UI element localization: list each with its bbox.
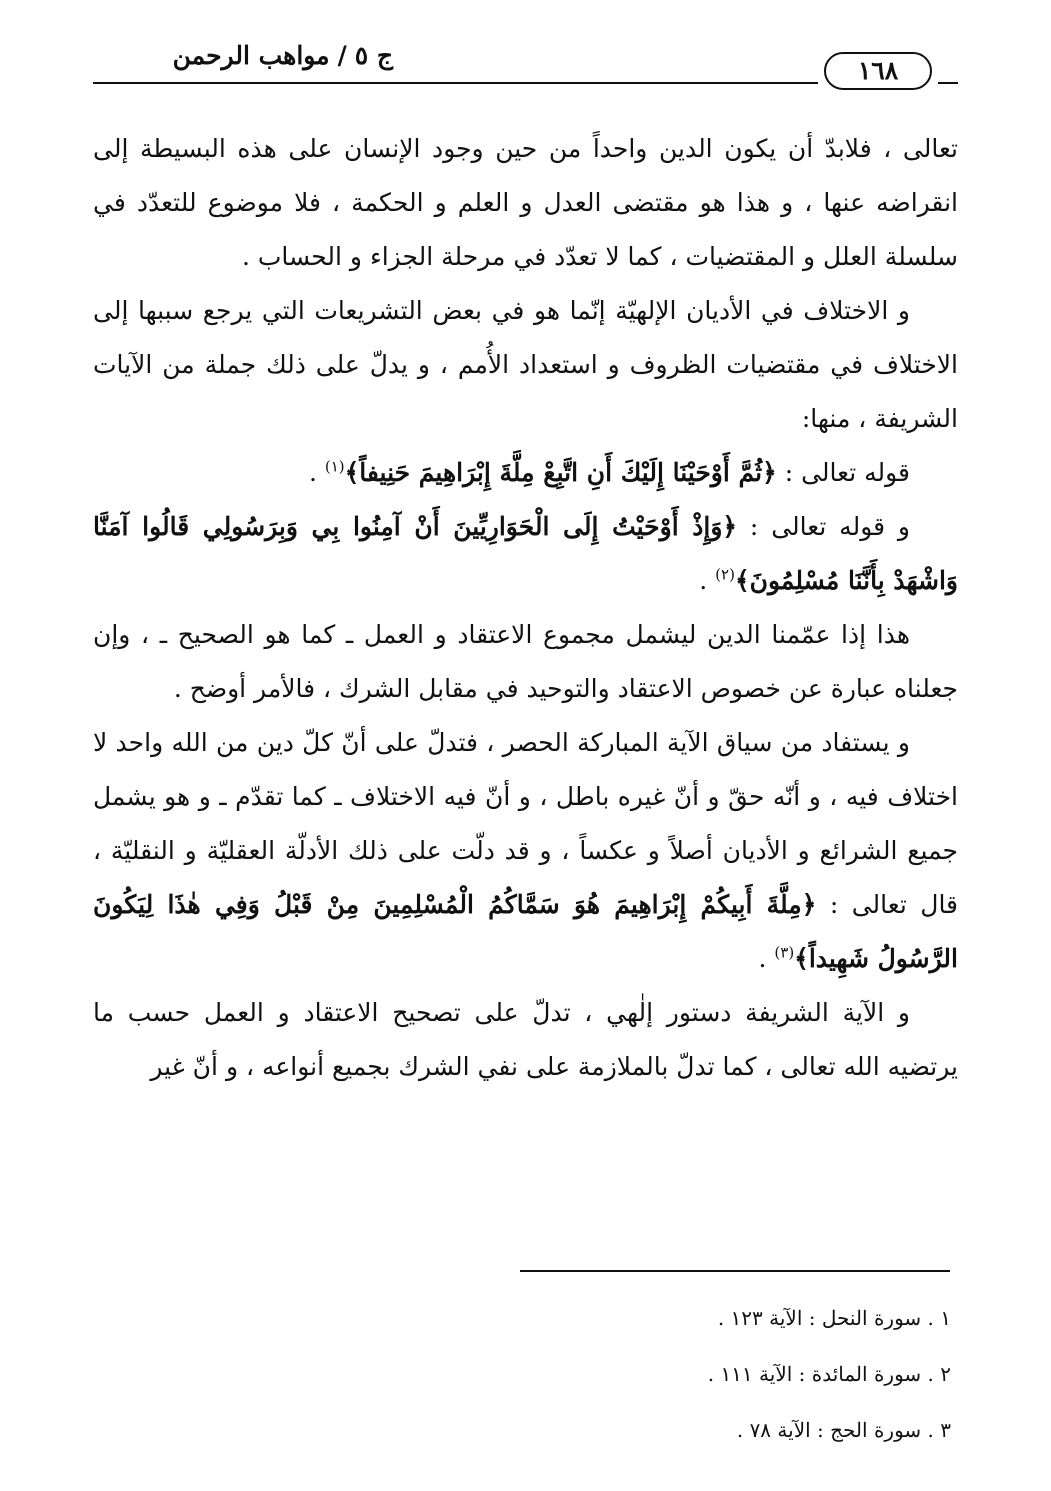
footnote-reference: (١) [324, 457, 345, 476]
paragraph-text: و قوله تعالى : [737, 512, 910, 541]
page-number: ١٦٨ [824, 52, 932, 90]
paragraph [93, 608, 958, 716]
footnotes [93, 1290, 951, 1458]
footnote: ٢ . سورة المائدة : الآية ١١١ . [707, 1362, 951, 1386]
paragraph-text: . [758, 944, 775, 973]
paragraph [93, 986, 958, 1094]
paragraph-text: و يستفاد من سياق الآية المباركة الحصر ، فتدلّ على أنّ كلّ دين من الله واحد لا اختلاف فيه ، و أنّه حقّ و أنّ غيره باطل ، و أنّ فيه الاختلاف ـ كما تقدّم ـ و هو يشمل جميع الشرائع و الأديان أصلاً و عكساً ، و قد دلّت على ذلك الأدلّة العقليّة و النقليّة ، قال تعالى : [93, 728, 959, 919]
footnote-rule [520, 1270, 950, 1272]
paragraph-text: و الآية الشريفة دستور إلٰهي ، تدلّ على تصحيح الاعتقاد و العمل حسب ما يرتضيه الله تعالى ، كما تدلّ بالملازمة على نفي الشرك بجميع أنواعه ، و أنّ غير [93, 998, 958, 1081]
running-header [93, 36, 393, 76]
footnote: ٣ . سورة الحج : الآية ٧٨ . [736, 1418, 951, 1442]
paragraph-text: . [308, 458, 325, 487]
paragraph-text: تعالى ، فلابدّ أن يكون الدين واحداً من حين وجود الإنسان على هذه البسيطة إلى انقراضه عنها ، و هذا هو مقتضى العدل و العلم و الحكمة ، فلا موضوع للتعدّد في سلسلة العلل و المقتضيات ، كما لا تعدّد في مرحلة الجزاء و الحساب . [93, 134, 958, 271]
volume-label: ج ٥ [354, 41, 393, 70]
quran-verse: ﴿مِلَّةَ أَبِيكُمْ إِبْرَاهِيمَ هُوَ سَمَّاكُمُ الْمُسْلِمِينَ مِنْ قَبْلُ وَفِي هٰذَا لِيَكُونَ الرَّسُولُ شَهِيداً﴾ [93, 890, 958, 973]
paragraph-text: و الاختلاف في الأديان الإلهيّة إنّما هو في بعض التشريعات التي يرجع سببها إلى الاختلاف في مقتضيات الظروف و استعداد الأُمم ، و يدلّ على ذلك جملة من الآيات الشريفة ، منها: [93, 296, 958, 433]
title-separator: / [337, 41, 347, 70]
footnote-reference: (٢) [715, 565, 735, 584]
paragraph-text: هذا إذا عمّمنا الدين ليشمل مجموع الاعتقاد و العمل ـ كما هو الصحيح ـ ، وإن جعلناه عبارة عن خصوص الاعتقاد والتوحيد في مقابل الشرك ، فالأمر أوضح . [93, 620, 958, 703]
main-text [93, 122, 958, 1094]
footnote-reference: (٣) [774, 943, 795, 962]
quran-verse: ﴿ثُمَّ أَوْحَيْنَا إِلَيْكَ أَنِ اتَّبِعْ مِلَّةَ إِبْرَاهِيمَ حَنِيفاً﴾ [344, 458, 777, 487]
paragraph [93, 284, 958, 446]
quran-verse: ﴿وَإِذْ أَوْحَيْتُ إِلَى الْحَوَارِيِّينَ أَنْ آمِنُوا بِي وَبِرَسُولِي قَالُوا آمَنَّا وَاشْهَدْ بِأَنَّنَا مُسْلِمُونَ﴾ [93, 512, 958, 595]
page-number-frame [818, 48, 938, 94]
book-title: مواهب الرحمن [172, 41, 330, 70]
paragraph [93, 446, 958, 500]
paragraph-text: قوله تعالى : [776, 458, 910, 487]
paragraph [93, 122, 958, 284]
paragraph-text: . [699, 566, 716, 595]
footnote: ١ . سورة النحل : الآية ١٢٣ . [717, 1306, 951, 1330]
paragraph [93, 500, 958, 608]
paragraph [93, 716, 958, 986]
